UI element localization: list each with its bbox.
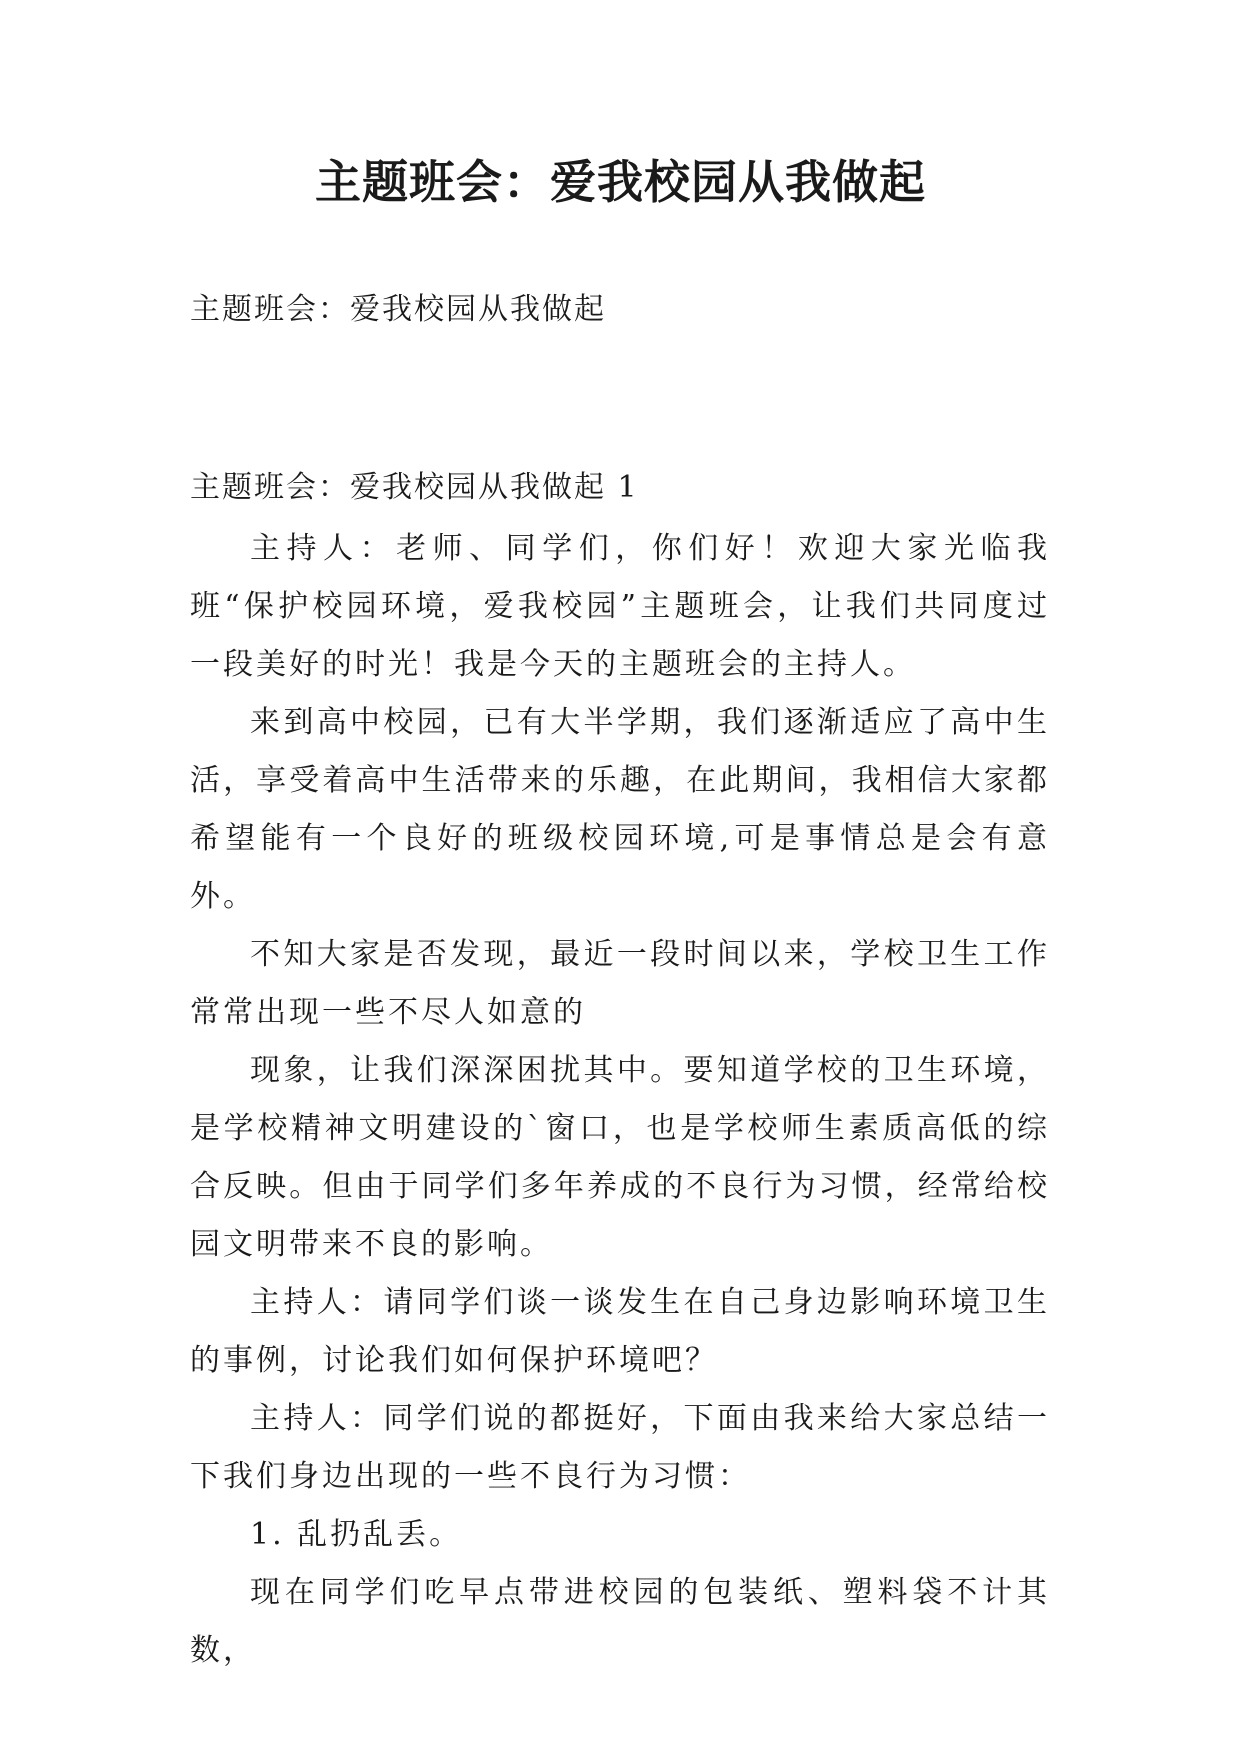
paragraph: 主持人：请同学们谈一谈发生在自己身边影响环境卫生的事例，讨论我们如何保护环境吧？ [190,1285,1050,1378]
paragraph: 现象，让我们深深困扰其中。要知道学校的卫生环境，是学校精神文明建设的`窗口，也是学校师生素质高低的综合反映。但由于同学们多年养成的不良行为习惯，经常给校园文明带来不良的影响。 [190,1053,1050,1262]
paragraph: 主持人：同学们说的都挺好，下面由我来给大家总结一下我们身边出现的一些不良行为习惯： [190,1401,1050,1494]
list-item: 1. 乱扔乱丢。 [250,1517,463,1552]
paragraph: 主持人：老师、同学们，你们好！欢迎大家光临我班“保护校园环境，爱我校园”主题班会，让我们共同度过一段美好的时光！我是今天的主题班会的主持人。 [190,531,1050,682]
document-title: 主题班会：爱我校园从我做起 [315,155,926,209]
paragraph: 来到高中校园，已有大半学期，我们逐渐适应了高中生活，享受着高中生活带来的乐趣，在此期间，我相信大家都希望能有一个良好的班级校园环境,可是事情总是会有意外。 [190,705,1050,914]
paragraph: 现在同学们吃早点带进校园的包装纸、塑料袋不计其数， [190,1575,1050,1668]
paragraph: 不知大家是否发现，最近一段时间以来，学校卫生工作常常出现一些不尽人如意的 [190,937,1050,1030]
document-body [190,520,1050,1680]
document-subtitle: 主题班会：爱我校园从我做起 [190,292,606,327]
section-heading: 主题班会：爱我校园从我做起 1 [190,470,639,505]
